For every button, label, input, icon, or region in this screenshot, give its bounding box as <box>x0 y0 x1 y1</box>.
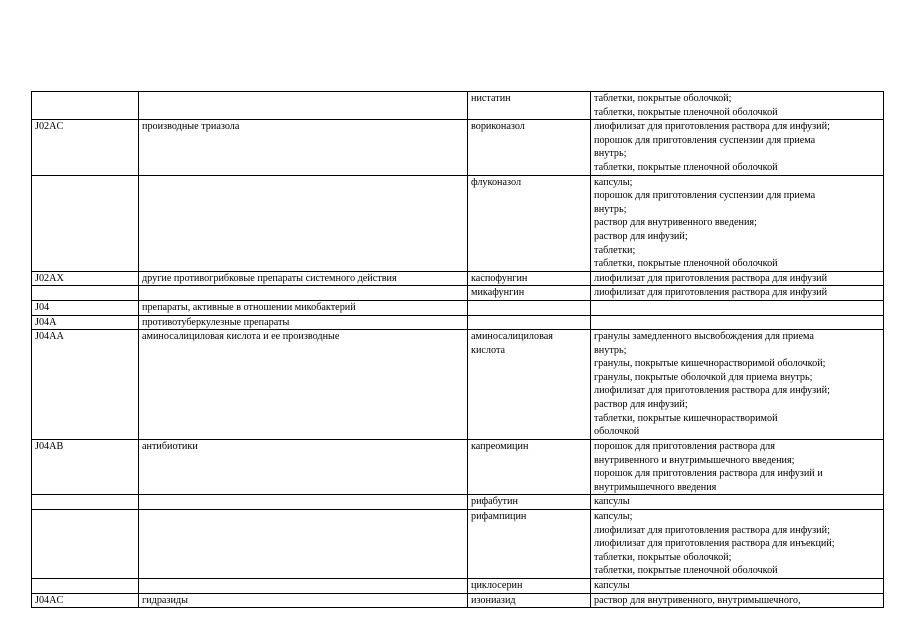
drug-name-cell <box>468 315 591 330</box>
dosage-form-line: таблетки, покрытые пленочной оболочкой <box>594 565 778 577</box>
dosage-form-line: внутримышечного введения <box>594 481 717 493</box>
dosage-form-line: внутрь; <box>594 344 627 356</box>
drug-name-cell <box>468 593 591 608</box>
dosage-form-line: внутрь; <box>594 148 627 160</box>
table-row <box>32 440 884 495</box>
dosage-form-line: гранулы, покрытые кишечнорастворимой оболочкой; <box>594 358 826 370</box>
drug-name-line: нистатин <box>471 93 511 104</box>
dosage-form-line: порошок для приготовления суспензии для приема <box>594 190 816 202</box>
table-row <box>32 286 884 301</box>
drug-table-body <box>32 92 884 608</box>
table-row <box>32 315 884 330</box>
dosage-form-line: таблетки, покрытые оболочкой; <box>594 93 732 104</box>
dosage-form-line: лиофилизат для приготовления раствора для инфузий; <box>594 385 830 397</box>
group-name-cell <box>139 495 468 510</box>
drug-name-cell <box>468 175 591 271</box>
dosage-form-line: капсулы <box>594 580 630 592</box>
drug-name-line: циклосерин <box>471 580 523 592</box>
dosage-form-line: раствор для внутривенного введения; <box>594 217 757 229</box>
table-row <box>32 120 884 175</box>
dosage-forms-cell <box>591 92 884 120</box>
drug-name-line: кислота <box>471 344 506 356</box>
dosage-form-line: лиофилизат для приготовления раствора для инфузий; <box>594 524 830 536</box>
group-name-cell: противотуберкулезные препараты <box>139 315 468 330</box>
drug-name-line: капреомицин <box>471 441 529 453</box>
dosage-form-line: капсулы; <box>594 176 633 188</box>
dosage-form-line: лиофилизат для приготовления раствора для инъекций; <box>594 538 835 550</box>
group-name-cell <box>139 579 468 594</box>
drug-name-line: микафунгин <box>471 287 525 299</box>
dosage-form-line: таблетки, покрытые пленочной оболочкой <box>594 258 778 270</box>
table-row <box>32 175 884 271</box>
dosage-forms-cell <box>591 495 884 510</box>
atc-code-cell: J02AC <box>32 120 139 175</box>
dosage-forms-cell <box>591 593 884 608</box>
table-row <box>32 300 884 315</box>
drug-name-cell <box>468 286 591 301</box>
drug-name-cell <box>468 495 591 510</box>
group-name-cell: гидразиды <box>139 593 468 608</box>
dosage-form-line: таблетки, покрытые пленочной оболочкой <box>594 106 778 118</box>
dosage-form-line: лиофилизат для приготовления раствора для инфузий <box>594 287 828 299</box>
drug-table <box>31 91 884 608</box>
dosage-forms-cell <box>591 175 884 271</box>
dosage-form-line: раствор для внутривенного, внутримышечного, <box>594 594 801 606</box>
table-row <box>32 271 884 286</box>
dosage-form-line: таблетки; <box>594 244 636 256</box>
atc-code-cell: J04AC <box>32 593 139 608</box>
drug-name-cell <box>468 510 591 579</box>
dosage-form-line: раствор для инфузий; <box>594 230 688 242</box>
drug-name-line: вориконазол <box>471 121 525 133</box>
atc-code-cell: J04AB <box>32 440 139 495</box>
group-name-cell: производные триазола <box>139 120 468 175</box>
dosage-form-line: таблетки, покрытые кишечнорастворимой <box>594 412 778 424</box>
drug-name-line: рифабутин <box>471 496 518 508</box>
group-name-cell: антибиотики <box>139 440 468 495</box>
group-name-cell: препараты, активные в отношении микобактерий <box>139 300 468 315</box>
atc-code-cell: J04 <box>32 300 139 315</box>
table-row <box>32 495 884 510</box>
atc-code-cell: J04A <box>32 315 139 330</box>
atc-code-cell <box>32 579 139 594</box>
drug-name-line: каспофунгин <box>471 272 528 284</box>
dosage-form-line: внутрь; <box>594 203 627 215</box>
table-row <box>32 579 884 594</box>
group-name-cell: аминосалициловая кислота и ее производные <box>139 330 468 440</box>
atc-code-cell: J02AX <box>32 271 139 286</box>
dosage-forms-cell <box>591 286 884 301</box>
table-row <box>32 593 884 608</box>
dosage-form-line: гранулы замедленного высвобождения для приема <box>594 331 814 343</box>
drug-name-line: аминосалициловая <box>471 331 553 343</box>
dosage-form-line: порошок для приготовления суспензии для приема <box>594 134 816 146</box>
atc-code-cell: J04AA <box>32 330 139 440</box>
dosage-forms-cell <box>591 440 884 495</box>
dosage-form-line: таблетки, покрытые пленочной оболочкой <box>594 161 778 173</box>
dosage-form-line: гранулы, покрытые оболочкой для приема внутрь; <box>594 371 813 383</box>
dosage-form-line: лиофилизат для приготовления раствора для инфузий; <box>594 121 830 133</box>
dosage-form-line: внутривенного и внутримышечного введения; <box>594 454 795 466</box>
drug-name-cell <box>468 271 591 286</box>
drug-name-cell <box>468 579 591 594</box>
drug-name-cell <box>468 300 591 315</box>
dosage-forms-cell <box>591 315 884 330</box>
table-row <box>32 330 884 440</box>
dosage-form-line: раствор для инфузий; <box>594 399 688 411</box>
dosage-form-line: таблетки, покрытые оболочкой; <box>594 551 732 563</box>
dosage-form-line: капсулы <box>594 496 630 508</box>
dosage-forms-cell <box>591 330 884 440</box>
dosage-form-line: капсулы; <box>594 511 633 523</box>
atc-code-cell <box>32 495 139 510</box>
group-name-cell <box>139 286 468 301</box>
atc-code-cell <box>32 92 139 120</box>
drug-name-cell <box>468 92 591 120</box>
dosage-forms-cell <box>591 579 884 594</box>
dosage-form-line: порошок для приготовления раствора для инфузий и <box>594 468 823 480</box>
drug-name-cell <box>468 440 591 495</box>
dosage-forms-cell <box>591 510 884 579</box>
atc-code-cell <box>32 286 139 301</box>
dosage-forms-cell <box>591 120 884 175</box>
drug-name-line: изониазид <box>471 594 516 606</box>
drug-name-cell <box>468 120 591 175</box>
atc-code-cell <box>32 175 139 271</box>
drug-name-line: рифампицин <box>471 511 527 523</box>
drug-name-line: флуконазол <box>471 176 522 188</box>
group-name-cell <box>139 175 468 271</box>
group-name-cell: другие противогрибковые препараты системного действия <box>139 271 468 286</box>
dosage-form-line: лиофилизат для приготовления раствора для инфузий <box>594 272 828 284</box>
table-row <box>32 510 884 579</box>
group-name-cell <box>139 510 468 579</box>
dosage-forms-cell <box>591 300 884 315</box>
dosage-forms-cell <box>591 271 884 286</box>
atc-code-cell <box>32 510 139 579</box>
dosage-form-line: порошок для приготовления раствора для <box>594 441 775 453</box>
drug-name-cell <box>468 330 591 440</box>
table-row <box>32 92 884 120</box>
group-name-cell <box>139 92 468 120</box>
dosage-form-line: оболочкой <box>594 426 640 438</box>
